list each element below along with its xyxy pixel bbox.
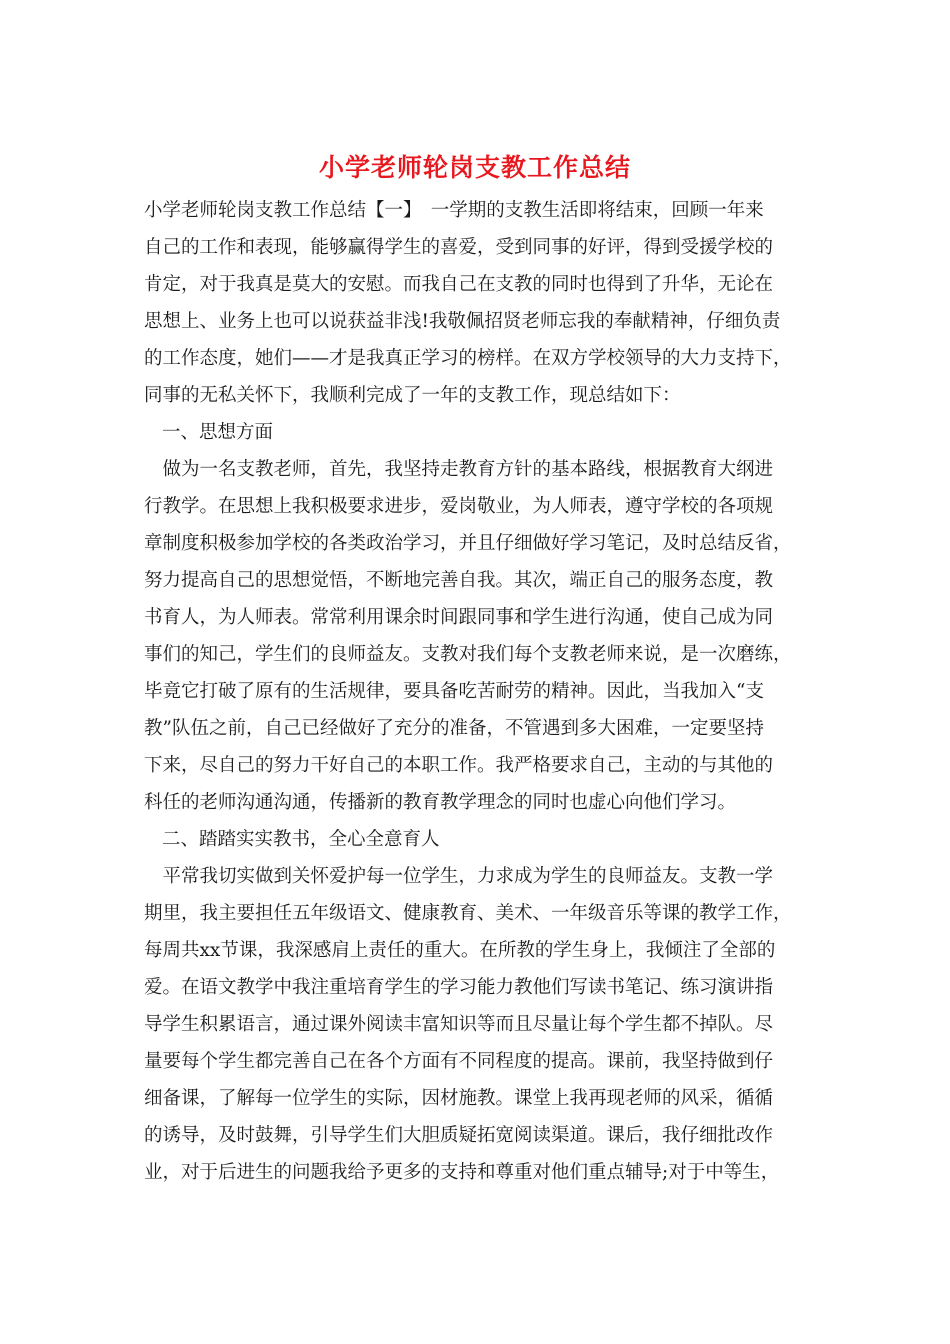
paragraph-line: 导学生积累语言，通过课外阅读丰富知识等而且尽量让每个学生都不掉队。尽 [144, 1014, 774, 1035]
paragraph-line: 努力提高自己的思想觉悟，不断地完善自我。其次，端正自己的服务态度，教 [144, 570, 774, 591]
paragraph-line: 书育人，为人师表。常常利用课余时间跟同事和学生进行沟通，使自己成为同 [144, 607, 774, 628]
paragraph-line: 自己的工作和表现，能够赢得学生的喜爱，受到同事的好评，得到受援学校的 [144, 237, 774, 258]
paragraph-line: 章制度积极参加学校的各类政治学习，并且仔细做好学习笔记，及时总结反省， [144, 533, 792, 554]
paragraph-line: 做为一名支教老师，首先，我坚持走教育方针的基本路线，根据教育大纲进 [144, 459, 774, 480]
paragraph-line: 爱。在语文教学中我注重培育学生的学习能力教他们写读书笔记、练习演讲指 [144, 977, 774, 998]
page-title: 小学老师轮岗支教工作总结 [318, 153, 631, 182]
document-body [144, 192, 808, 1191]
paragraph-line: 小学老师轮岗支教工作总结【一】 一学期的支教生活即将结束，回顾一年来 [144, 200, 764, 221]
paragraph-line: 事们的知己，学生们的良师益友。支教对我们每个支教老师来说，是一次磨练， [144, 644, 792, 665]
paragraph-line: 肯定，对于我真是莫大的安慰。而我自己在支教的同时也得到了升华，无论在 [144, 274, 774, 295]
paragraph-line: 平常我切实做到关怀爱护每一位学生，力求成为学生的良师益友。支教一学 [144, 866, 774, 887]
paragraph-line: 下来，尽自己的努力干好自己的本职工作。我严格要求自己，主动的与其他的 [144, 755, 774, 776]
paragraph-line: 教”队伍之前，自己已经做好了充分的准备，不管遇到多大困难，一定要坚持 [144, 718, 764, 739]
paragraph-line: 的诱导，及时鼓舞，引导学生们大胆质疑拓宽阅读渠道。课后，我仔细批改作 [144, 1125, 774, 1146]
paragraph-line: 科任的老师沟通沟通，传播新的教育教学理念的同时也虚心向他们学习。 [144, 792, 737, 813]
paragraph-line: 思想上、业务上也可以说获益非浅!我敬佩招贤老师忘我的奉献精神，仔细负责 [144, 311, 781, 332]
paragraph-line: 每周共xx节课，我深感肩上责任的重大。在所教的学生身上，我倾注了全部的 [144, 940, 776, 961]
paragraph-line: 量要每个学生都完善自己在各个方面有不同程度的提高。课前，我坚持做到仔 [144, 1051, 774, 1072]
paragraph-line: 的工作态度，她们——才是我真正学习的榜样。在双方学校领导的大力支持下， [144, 348, 792, 369]
section-heading: 二、踏踏实实教书，全心全意育人 [162, 829, 440, 850]
paragraph-line: 期里，我主要担任五年级语文、健康教育、美术、一年级音乐等课的教学工作， [144, 903, 792, 924]
paragraph-line: 行教学。在思想上我积极要求进步，爱岗敬业，为人师表，遵守学校的各项规 [144, 496, 774, 517]
paragraph-line: 毕竟它打破了原有的生活规律，要具备吃苦耐劳的精神。因此，当我加入“支 [144, 681, 764, 702]
section-heading: 一、思想方面 [162, 422, 274, 443]
paragraph-line: 同事的无私关怀下，我顺利完成了一年的支教工作，现总结如下： [144, 385, 681, 406]
paragraph-line: 细备课，了解每一位学生的实际，因材施教。课堂上我再现老师的风采，循循 [144, 1088, 774, 1109]
paragraph-line: 业，对于后进生的问题我给予更多的支持和尊重对他们重点辅导;对于中等生， [144, 1162, 780, 1183]
